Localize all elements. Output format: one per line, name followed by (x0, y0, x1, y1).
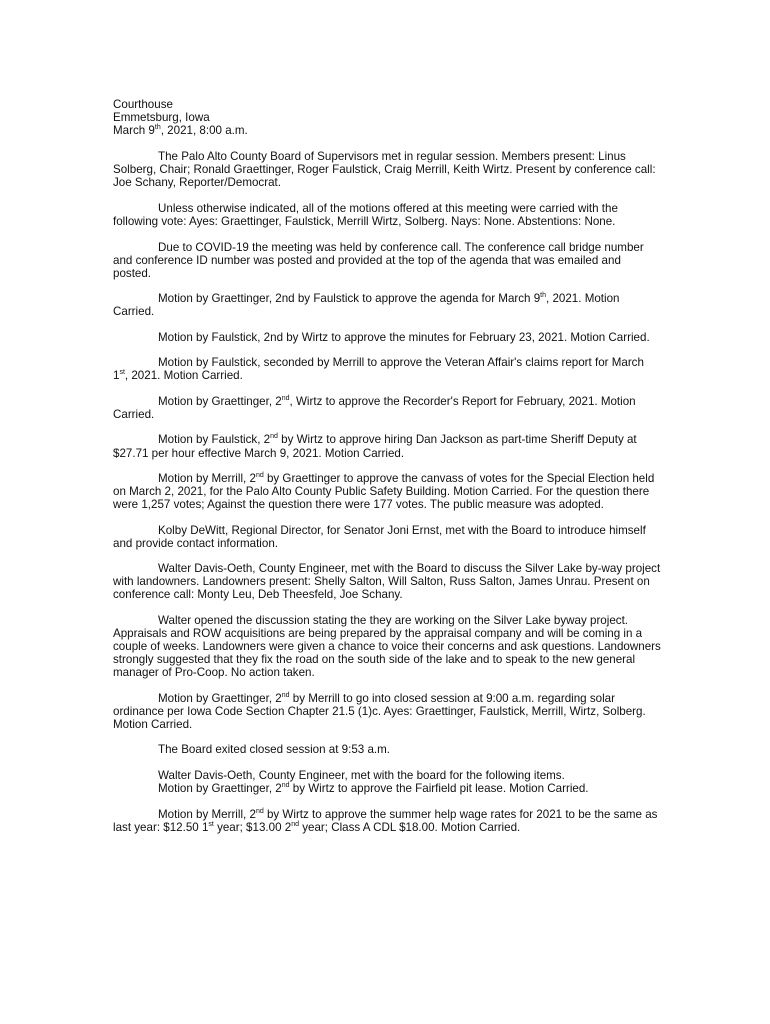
dewitt-paragraph: Kolby DeWitt, Regional Director, for Senator Joni Ernst, met with the Board to introduce himself and provide contact information. (113, 523, 646, 550)
closed-session-exit: The Board exited closed session at 9:53 a.m. (158, 743, 391, 757)
engineer-silver-lake-paragraph: Walter Davis-Oeth, County Engineer, met with the Board to discuss the Silver Lake by-way project with landowners. Landowners present: Shelly Salton, Will Salton, Russ Salton, James Unrau. Present on conference call: Monty Leu, Deb Theesfeld, Joe Schany. (113, 562, 661, 602)
location-line: Courthouse (113, 98, 173, 111)
canvass-motion: Motion by Merrill, 2nd by Graettinger to approve the canvass of votes for the Special Election held on March 2, 2021, for the Palo Alto County Public Safety Building. Motion Carried. For the question there were 1,257 votes; Against the question there were 177 votes. The public measure was adopted. (113, 472, 655, 512)
agenda-motion: Motion by Graettinger, 2nd by Faulstick to approve the agenda for March 9th, 2021. Motion Carried. (113, 292, 620, 319)
recorder-report-motion: Motion by Graettinger, 2nd, Wirtz to approve the Recorder's Report for February, 2021. Motion Carried. (113, 394, 636, 421)
minutes-motion: Motion by Faulstick, 2nd by Wirtz to approve the minutes for February 23, 2021. Motion Carried. (158, 330, 650, 344)
engineer-items-paragraph: Walter Davis-Oeth, County Engineer, met with the board for the following items. (158, 768, 565, 782)
vote-paragraph: Unless otherwise indicated, all of the motions offered at this meeting were carried with the following vote: Ayes: Graettinger, Faulstick, Merrill Wirtz, Solberg. Nays: None. Abstentions: None. (113, 201, 618, 229)
veteran-claims-motion: Motion by Faulstick, seconded by Merrill to approve the Veteran Affair's claims report for March 1st, 2021. Motion Carried. (113, 356, 644, 383)
pit-lease-motion: Motion by Graettinger, 2nd by Wirtz to approve the Fairfield pit lease. Motion Carried. (158, 782, 589, 796)
closed-session-motion: Motion by Graettinger, 2nd by Merrill to go into closed session at 9:00 a.m. regarding solar ordinance per Iowa Code Section Chapter 21.5 (1)c. Ayes: Graettinger, Faulstick, Merrill, Wirtz, Solberg. Motion Carried. (113, 691, 646, 731)
city-line: Emmetsburg, Iowa (113, 111, 210, 125)
date-line: March 9th, 2021, 8:00 a.m. (113, 124, 248, 138)
minutes-document (113, 98, 661, 846)
hiring-motion: Motion by Faulstick, 2nd by Wirtz to approve hiring Dan Jackson as part-time Sheriff Deputy at $27.71 per hour effective March 9, 2021. Motion Carried. (113, 433, 637, 460)
byway-discussion-paragraph: Walter opened the discussion stating the they are working on the Silver Lake byway project. Appraisals and ROW acquisitions are being prepared by the appraisal company and will be coming in a couple of weeks. Landowners were given a chance to voice their concerns and ask questions. Landowners strongly suggested that they fix the road on the south side of the lake and to speak to the new general manager of Pro-Coop. No action taken. (113, 613, 661, 680)
members-paragraph: The Palo Alto County Board of Supervisors met in regular session. Members present: Linus Solberg, Chair; Ronald Graettinger, Roger Faulstick, Craig Merrill, Keith Wirtz. Present by conference call: Joe Schany, Reporter/Democrat. (113, 150, 656, 190)
covid-paragraph: Due to COVID-19 the meeting was held by conference call. The conference call bridge number and conference ID number was posted and provided at the top of the agenda that was emailed and posted. (113, 240, 644, 280)
wage-rates-motion: Motion by Merrill, 2nd by Wirtz to approve the summer help wage rates for 2021 to be the same as last year: $12.50 1st year; $13.00 2nd year; Class A CDL $18.00. Motion Carried. (113, 807, 658, 834)
